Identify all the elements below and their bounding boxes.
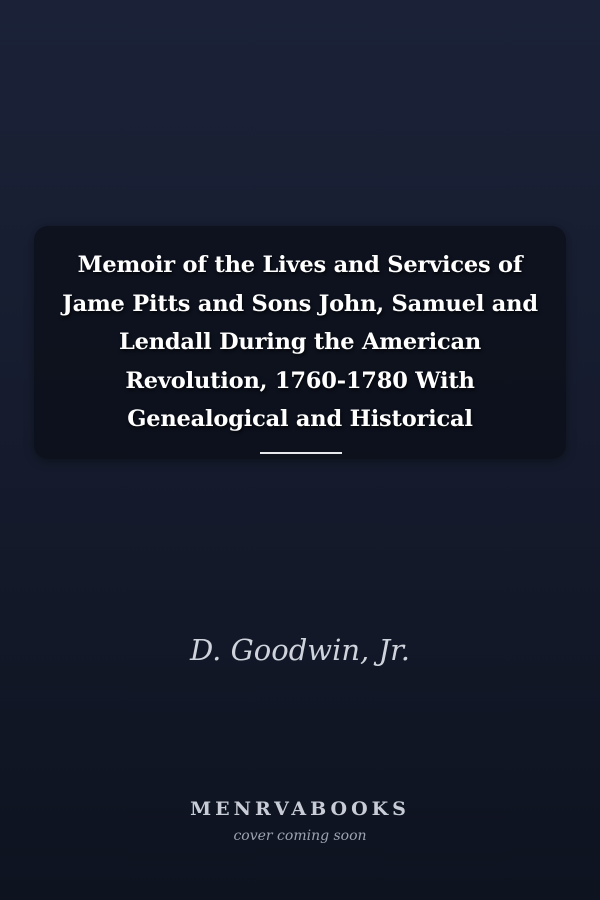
book-author: D. Goodwin, Jr. <box>189 633 411 667</box>
title-panel <box>34 226 566 459</box>
publisher-name: MENRVABOOKS <box>190 798 410 820</box>
cover-tagline: cover coming soon <box>233 828 367 844</box>
book-title: Memoir of the Lives and Services of Jame Pitts and Sons John, Samuel and Lendall During the American Revolution, 1760-1780 With Genealogical and Historical <box>62 252 538 432</box>
title-divider <box>260 452 342 454</box>
